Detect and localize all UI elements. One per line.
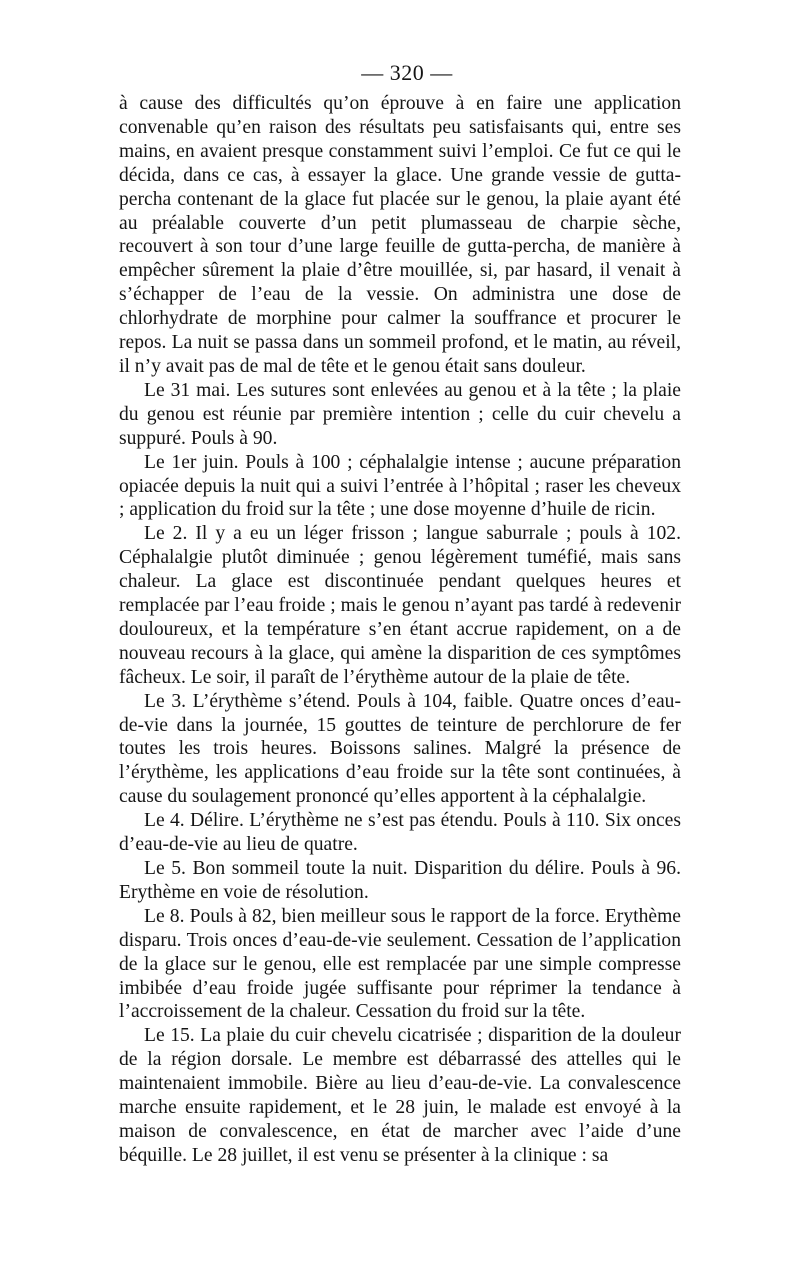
- paragraph-continuation: à cause des difficultés qu’on éprouve à en faire une application convenable qu’en raison des résultats peu satisfaisants qui, entre ses mains, en avaient presque constamment suivi l’emploi. Ce fut ce qui le décida, dans ce cas, à essayer la glace. Une grande vessie de gutta-percha contenant de la glace fut placée sur le genou, la plaie ayant été au préalable couverte d’un petit plumasseau de charpie sèche, recouvert à son tour d’une large feuille de gutta-percha, de manière à empêcher sûrement la plaie d’être mouillée, si, par hasard, il venait à s’échapper de l’eau de la vessie. On administra une dose de chlorhydrate de morphine pour calmer la souffrance et procurer le repos. La nuit se passa dans un sommeil profond, et le matin, au réveil, il n’y avait pas de mal de tête et le genou était sans douleur.: [119, 93, 681, 377]
- paragraph-june-4: Le 4. Délire. L’érythème ne s’est pas étendu. Pouls à 110. Six onces d’eau-de-vie au lieu de quatre.: [119, 810, 681, 856]
- page-body-text: [119, 92, 681, 1168]
- paragraph-june-2: Le 2. Il y a eu un léger frisson ; langue saburrale ; pouls à 102. Céphalalgie plutôt diminuée ; genou légèrement tuméfié, mais sans chaleur. La glace est discontinuée pendant quelques heures et remplacée par l’eau froide ; mais le genou n’ayant pas tardé à redevenir douloureux, et la température s’en étant accrue rapidement, on a de nouveau recours à la glace, qui amène la disparition de ces symptômes fâcheux. Le soir, il paraît de l’érythème autour de la plaie de tête.: [119, 523, 681, 688]
- paragraph-june-8: Le 8. Pouls à 82, bien meilleur sous le rapport de la force. Erythème disparu. Trois onces d’eau-de-vie seulement. Cessation de l’application de la glace sur le genou, elle est remplacée par une simple compresse imbibée d’eau froide jugée suffisante pour réprimer la tendance à l’accroissement de la chaleur. Cessation du froid sur la tête.: [119, 905, 681, 1023]
- paragraph-june-5: Le 5. Bon sommeil toute la nuit. Disparition du délire. Pouls à 96. Erythème en voie de résolution.: [119, 858, 681, 903]
- paragraph-may-31: Le 31 mai. Les sutures sont enlevées au genou et à la tête ; la plaie du genou est réunie par première intention ; celle du cuir chevelu a suppuré. Pouls à 90.: [119, 379, 681, 449]
- paragraph-june-3: Le 3. L’érythème s’étend. Pouls à 104, faible. Quatre onces d’eau-de-vie dans la journée, 15 gouttes de teinture de perchlorure de fer toutes les trois heures. Boissons salines. Malgré la présence de l’érythème, les applications d’eau froide sur la tête sont continuées, à cause du soulagement prononcé qu’elles apportent à la céphalalgie.: [119, 690, 681, 808]
- book-page: [119, 58, 681, 1168]
- paragraph-june-1: Le 1er juin. Pouls à 100 ; céphalalgie intense ; aucune préparation opiacée depuis la nuit qui a suivi l’entrée à l’hôpital ; raser les cheveux ; application du froid sur la tête ; une dose moyenne d’huile de ricin.: [119, 451, 681, 521]
- page-number: — 320 —: [361, 60, 453, 85]
- paragraph-june-15: Le 15. La plaie du cuir chevelu cicatrisée ; disparition de la douleur de la région dorsale. Le membre est débarrassé des attelles qui le maintenaient immobile. Bière au lieu d’eau-de-vie. La convalescence marche ensuite rapidement, et le 28 juin, le malade est envoyé à la maison de convalescence, en état de marcher avec l’aide d’une béquille. Le 28 juillet, il est venu se présenter à la clinique : sa: [119, 1025, 681, 1166]
